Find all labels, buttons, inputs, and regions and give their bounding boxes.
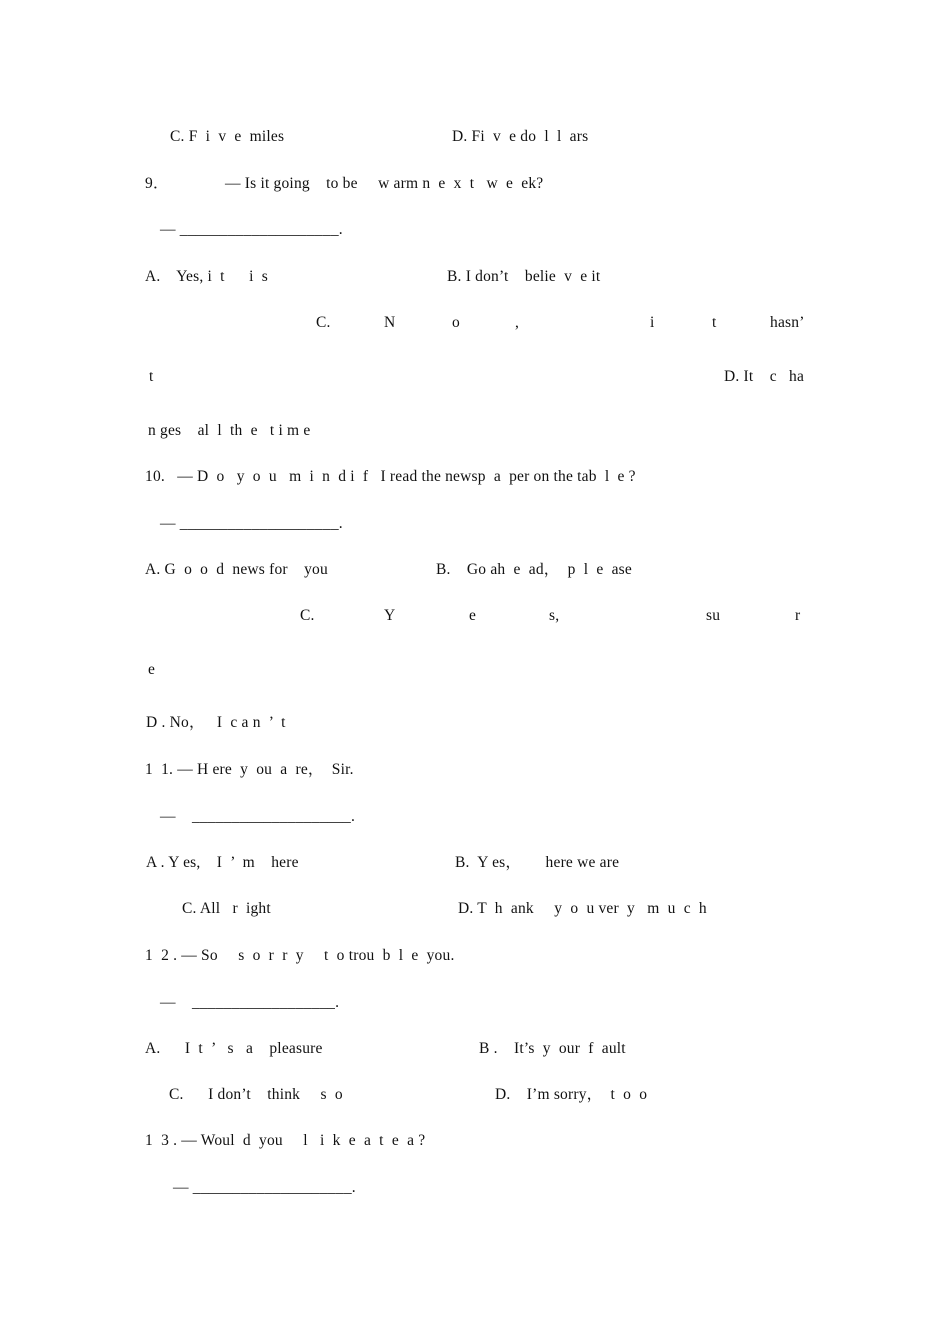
question-10-text: 10. — D o y o u m i n d i f I read the newsp a per on the tab l e ? (145, 468, 636, 485)
question-12-answer-blank: — __________________. (160, 994, 340, 1011)
question-9-option-c-fragment: t (149, 368, 154, 385)
question-9-text: — Is it going to be w arm n e x t w e ek? (225, 175, 544, 192)
question-9-option-d: D. It c ha (724, 368, 805, 385)
question-9-number: 9． (145, 175, 169, 192)
question-11-answer-blank: — ____________________. (160, 808, 356, 825)
question-10-option-c-fragment: s, (549, 607, 560, 624)
question-10-option-c-fragment: su (706, 607, 721, 624)
question-8-option-d: D. Fi v e do l l ars (452, 128, 589, 145)
question-9-option-c-fragment: t (712, 314, 717, 331)
question-11-option-b: B. Y es， here we are (455, 854, 620, 871)
question-10-option-b: B. Go ah e ad， p l e ase (436, 561, 632, 578)
question-12-text: 1 2 . — So s o r r y t o trou b l e you. (145, 947, 455, 964)
question-12-option-c: C. I don’t think s o (169, 1086, 343, 1103)
question-9-option-c-label: C. (316, 314, 331, 331)
question-9-option-a: A. Yes, i t i s (145, 268, 268, 285)
question-9-option-c-fragment: , (515, 314, 520, 331)
question-9-option-c-fragment: N (384, 314, 396, 331)
question-13-text: 1 3 . — Woul d you l i k e a t e a ? (145, 1132, 426, 1149)
question-10-answer-blank: — ____________________. (160, 515, 343, 532)
question-12-option-a: A. I t ’ s a pleasure (145, 1040, 323, 1057)
question-9-option-c-fragment: hasn’ (770, 314, 805, 331)
question-12-option-d: D. I’m sorry， t o o (495, 1086, 648, 1103)
question-13-answer-blank: — ____________________. (173, 1179, 356, 1196)
question-11-option-d: D. T h ank y o u ver y m u c h (458, 900, 707, 917)
question-11-text: 1 1. — H ere y ou a re， Sir. (145, 761, 354, 778)
question-11-option-c: C. All r ight (182, 900, 271, 917)
question-12-option-b: B . It’s y our f ault (479, 1040, 626, 1057)
question-9-option-d-continued: n ges al l th e t i m e (148, 422, 311, 439)
question-8-option-c: C. F i v e miles (170, 128, 285, 145)
question-9-option-c-fragment: o (452, 314, 460, 331)
question-10-option-a: A. G o o d news for you (145, 561, 328, 578)
question-11-option-a: A . Y es, I ’ m here (146, 854, 299, 871)
question-10-option-c-fragment: e (469, 607, 477, 624)
question-9-answer-blank: — ____________________. (160, 221, 343, 238)
question-9-option-c-fragment: i (650, 314, 655, 331)
question-10-option-d: D . No， I c a n ’ t (146, 714, 286, 731)
question-10-option-c-fragment: e (148, 661, 156, 678)
question-9-option-b: B. I don’t belie v e it (447, 268, 601, 285)
question-10-option-c-fragment: Y (384, 607, 396, 624)
question-10-option-c-fragment: r (795, 607, 801, 624)
question-10-option-c-label: C. (300, 607, 315, 624)
